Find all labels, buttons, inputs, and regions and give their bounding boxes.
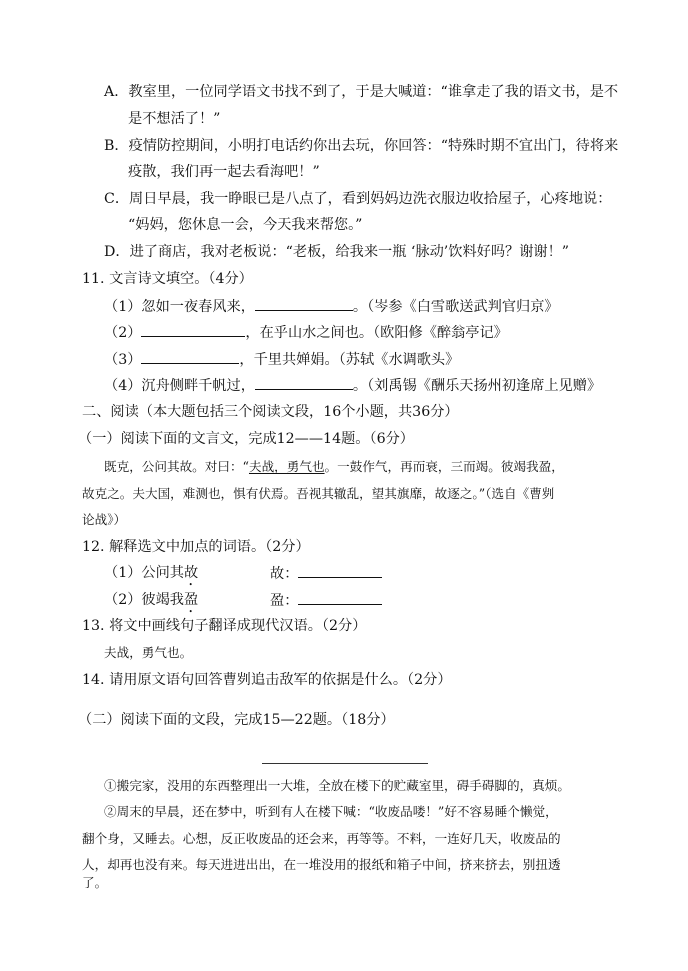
q12-dotted-word-1: 故 (183, 565, 199, 581)
underlined-sentence: 夫战，勇气也 (248, 459, 325, 474)
part2-para-2-line-1: ②周末的早晨，还在梦中，听到有人在楼下喊：“收废品喽！”好不容易睡个懒觉， (104, 804, 558, 819)
q11-item-2-num: （2） (104, 325, 142, 341)
q11-blank-3[interactable] (141, 349, 239, 364)
q13-title: 13. 将文中画线句子翻译成现代汉语。（2分） (82, 618, 367, 634)
q12-item-2-text: （2）彼竭我 (104, 592, 184, 608)
q13-sentence: 夫战，勇气也。 (104, 645, 193, 660)
part2-para-2-line-4: 了。 (82, 875, 108, 890)
q11-item-2 (104, 322, 508, 343)
q12-item-2 (104, 590, 198, 616)
q11-item-2-text: ，在乎山水之间也。（欧阳修《醉翁亭记》 (245, 325, 508, 341)
part1-title: （一）阅读下面的文言文，完成12——14题。（6分） (78, 431, 414, 447)
q11-blank-1[interactable] (255, 296, 353, 311)
q11-item-3 (104, 349, 459, 370)
passage-line-2: 故克之。夫大国，难测也，惧有伏焉。吾视其辙乱，望其旗靡，故逐之。”（选自《曹刿 (82, 486, 555, 501)
q14-title: 14. 请用原文语句回答曹刿追击敌军的依据是什么。（2分） (82, 672, 452, 688)
part2-title: （二）阅读下面的文段，完成15—22题。（18分） (78, 712, 395, 728)
passage-line-3: 论战》） (82, 512, 127, 527)
part2-para-2-line-3: 人，却再也没有来。每天进进出出，在一堆没用的报纸和箱子中间，挤来挤去，别扭透 (82, 857, 561, 872)
option-a-line2: 是不想活了！” (128, 111, 221, 127)
option-d-line: D．进了商店，我对老板说：“老板，给我来一瓶 ‘脉动’饮料好吗？谢谢！” (104, 244, 570, 260)
passage-line-1 (104, 457, 564, 477)
q11-item-1 (104, 296, 559, 317)
q12-answer-1-label: 故： (270, 566, 299, 582)
q12-blank-2[interactable] (298, 590, 382, 605)
q12-item-1 (104, 563, 198, 589)
q12-answer-2-label: 盈： (270, 593, 299, 609)
q11-title: 11. 文言诗文填空。（4分） (82, 271, 253, 287)
option-a-line1: A．教室里，一位同学语文书找不到了，于是大喊道：“谁拿走了我的语文书，是不 (104, 84, 619, 100)
q11-item-1-text: （1）忽如一夜春风来， (104, 299, 255, 315)
q12-item-1-text: （1）公问其 (104, 565, 184, 581)
q11-item-4-source: 。（刘禹锡《酬乐天扬州初逢席上见赠》 (352, 378, 602, 394)
q12-answer-1 (270, 563, 382, 584)
q11-item-1-source: 。（岑参《白雪歌送武判官归京》 (352, 299, 559, 315)
q12-blank-1[interactable] (298, 563, 382, 578)
q12-answer-2 (270, 590, 382, 611)
q12-title: 12. 解释选文中加点的词语。（2分） (82, 539, 310, 555)
part2-para-1: ①搬完家，没用的东西整理出一大堆，全放在楼下的贮藏室里，碍手碍脚的，真烦。 (104, 778, 570, 793)
option-c-line2: “妈妈，您休息一会，今天我来帮您。” (128, 217, 363, 233)
q11-item-3-num: （3） (104, 352, 142, 368)
option-c-line1: C．周日早晨，我一睁眼已是八点了，看到妈妈边洗衣服边收拾屋子，心疼地说： (104, 191, 612, 207)
q12-dotted-word-2: 盈 (183, 592, 199, 608)
q11-item-4 (104, 375, 601, 396)
passage-title-blank (262, 763, 428, 764)
q11-item-4-text: （4）沉舟侧畔千帆过， (104, 378, 255, 394)
passage-line-1-pre: 既克，公问其故。对曰：“ (104, 459, 249, 474)
section2-title: 二、阅读（本大题包括三个阅读文段，16个小题，共36分） (82, 404, 459, 420)
option-b-line1: B．疫情防控期间，小明打电话约你出去玩，你回答：“特殊时期不宜出门，待将来 (104, 138, 619, 154)
option-b-line2: 疫散，我们再一起去看海吧！” (128, 164, 320, 180)
part2-para-2-line-2: 翻个身，又睡去。心想，反正收废品的还会来，再等等。不料，一连好几天，收废品的 (82, 831, 561, 846)
q11-blank-4[interactable] (255, 375, 353, 390)
passage-line-1-post: 。一鼓作气，再而衰，三而竭。彼竭我盈， (324, 459, 564, 474)
q11-item-3-text: ，千里共婵娟。（苏轼《水调歌头》 (239, 352, 460, 368)
q11-blank-2[interactable] (141, 322, 245, 337)
